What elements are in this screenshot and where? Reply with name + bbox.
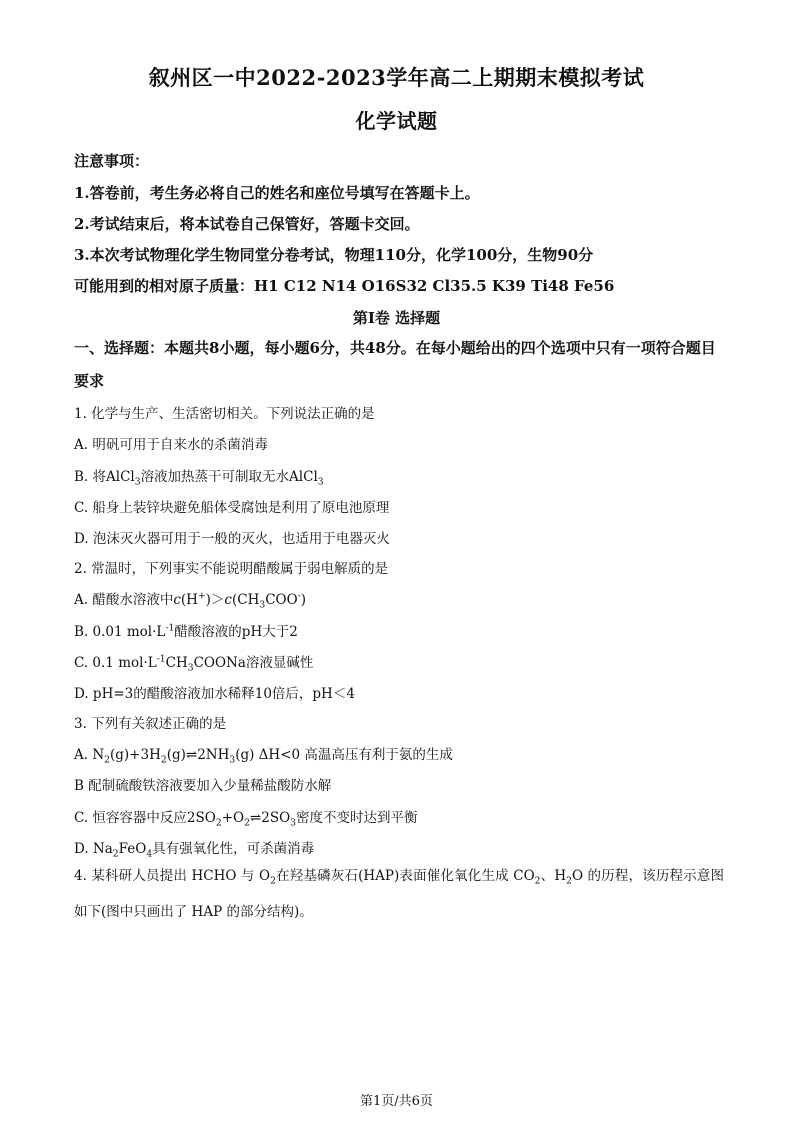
q1-stem: 1. 化学与生产、生活密切相关。下列说法正确的是	[74, 406, 375, 422]
q4-stem: 4. 某科研人员提出 HCHO 与 $O_2$在羟基磷灰石(HAP)表面催化氧化生成 $CO_2$、$H_2O$ 的历程，该历程示意图如下(图中只画出了 HAP 的部分结构)。	[74, 868, 725, 920]
notice-heading: 注意事项：	[74, 152, 150, 170]
q3-stem: 3. 下列有关叙述正确的是	[74, 716, 227, 732]
notice-item-2: 2.考试结束后，将本试卷自己保管好，答题卡交回。	[74, 215, 420, 233]
atomic-masses: 可能用到的相对原子质量：H1 C12 N14 O16S32 Cl35.5 K39 Ti48 Fe56	[74, 277, 615, 295]
q1-option-b: B. 将AlCl$_3$溶液加热蒸干可制取无水AlCl$_3$	[74, 469, 324, 488]
q1-option-a: A. 明矾可用于自来水的杀菌消毒	[74, 437, 268, 453]
notice-item-3: 3.本次考试物理化学生物同堂分卷考试，物理110分，化学100分，生物90分	[74, 246, 594, 264]
q3-option-a: A. $N_2(g)+3H_2(g)\rightleftharpoons 2NH_3(g)$ ΔH<0 高温高压有利于氨的生成	[74, 747, 453, 766]
q3-option-b: B 配制硫酸铁溶液要加入少量稀盐酸防水解	[74, 778, 332, 794]
page-footer: 第1页/共6页	[360, 1094, 433, 1109]
section-title: 第I卷 选择题	[352, 309, 441, 327]
q2-option-d: D. pH=3的醋酸溶液加水稀释10倍后，pH＜4	[74, 686, 355, 702]
section-instructions: 一、选择题：本题共8小题，每小题6分，共48分。在每小题给出的四个选项中只有一项符合题目要求	[74, 339, 716, 390]
q2-option-b: B. 0.01 $mol\cdot L^{-1}$醋酸溶液的pH大于2	[74, 622, 298, 640]
exam-title: 叙州区一中2022-2023学年高二上期期末模拟考试	[148, 65, 645, 90]
q2-stem: 2. 常温时，下列事实不能说明醋酸属于弱电解质的是	[74, 561, 389, 577]
q2-option-c: C. 0.1 $mol\cdot L^{-1}CH_3COONa$溶液显碱性	[74, 653, 314, 674]
q3-option-c: C. 恒容容器中反应$2SO_2+O_2\rightleftharpoons 2SO_3$密度不变时达到平衡	[74, 810, 418, 829]
exam-subtitle: 化学试题	[355, 109, 438, 133]
notice-item-1: 1.答卷前，考生务必将自己的姓名和座位号填写在答题卡上。	[74, 184, 480, 202]
q1-option-c: C. 船身上装锌块避免船体受腐蚀是利用了原电池原理	[74, 500, 390, 516]
q3-option-d: D. $Na_2FeO_4$具有强氧化性，可杀菌消毒	[74, 841, 315, 860]
q1-option-d: D. 泡沫灭火器可用于一般的灭火，也适用于电器灭火	[74, 531, 390, 547]
q2-option-a: A. 醋酸水溶液中$c(H^+)>c(CH_3COO^-)$	[74, 590, 307, 611]
